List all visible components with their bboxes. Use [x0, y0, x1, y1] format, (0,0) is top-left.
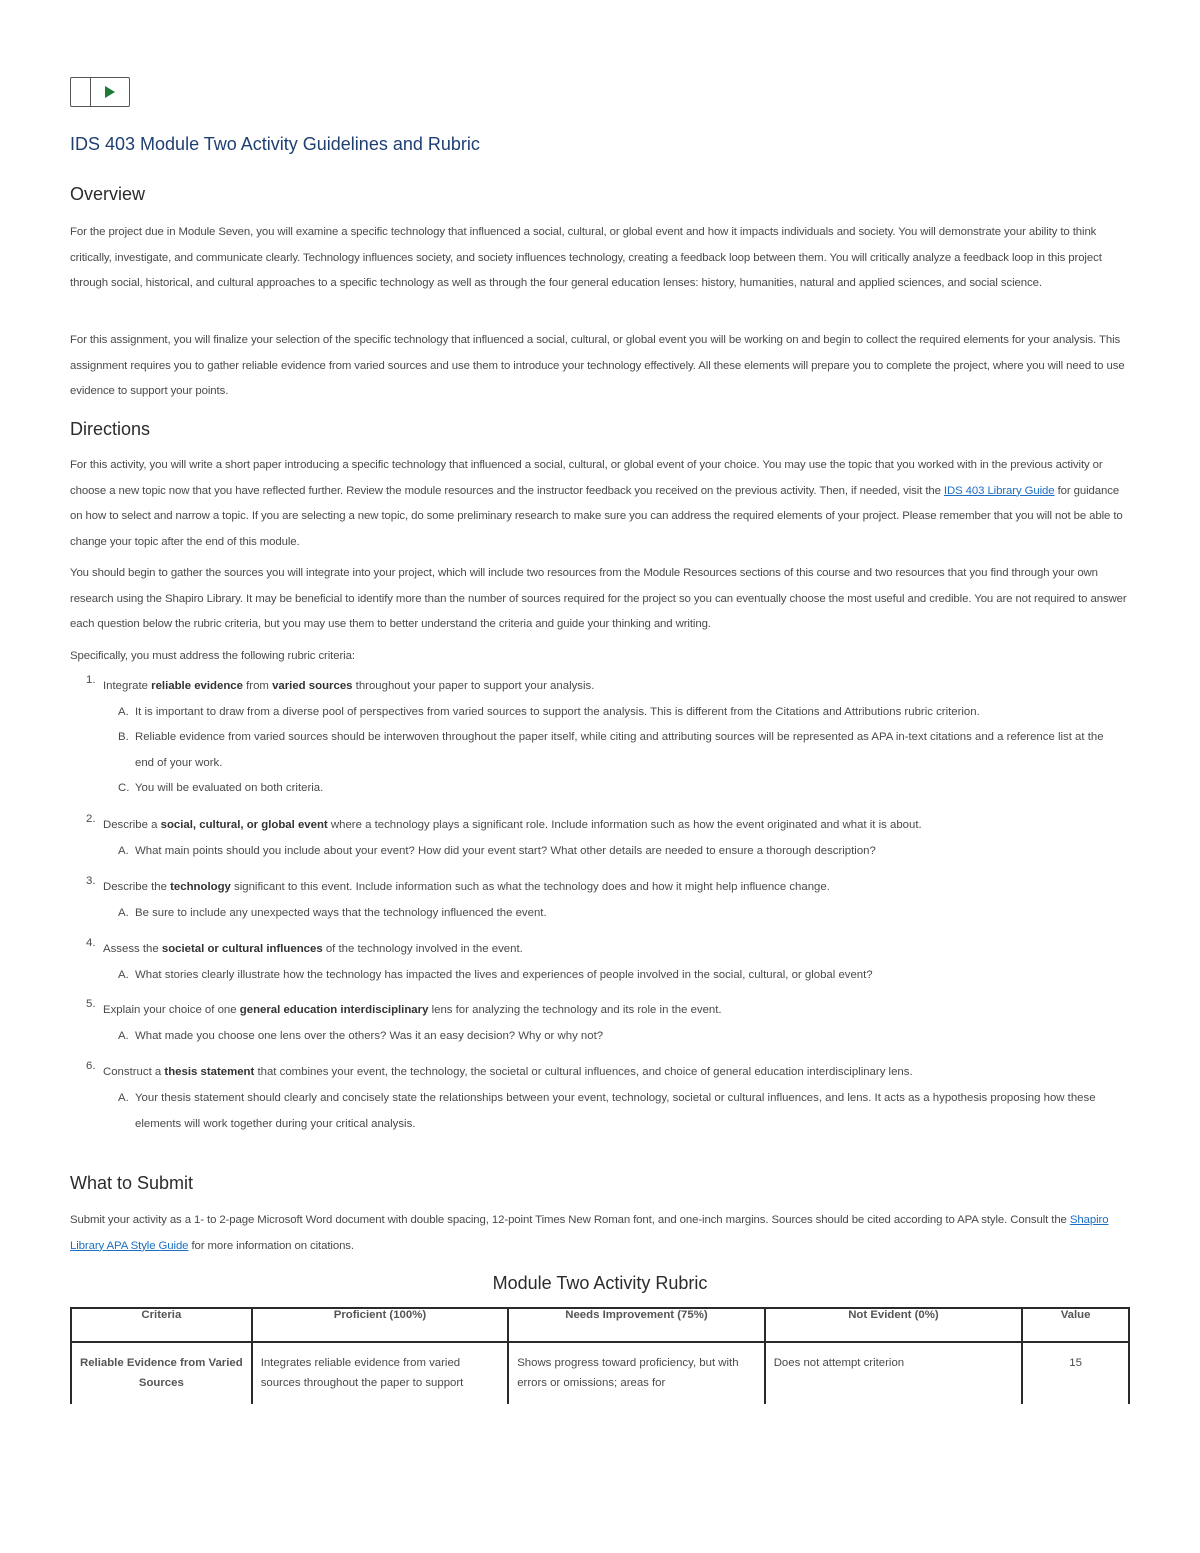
- rubric-table: [70, 1307, 1130, 1404]
- table-row: [71, 1342, 1129, 1404]
- header-proficient: Proficient (100%): [252, 1308, 509, 1342]
- header-not-evident: Not Evident (0%): [765, 1308, 1022, 1342]
- overview-heading: Overview: [70, 184, 146, 204]
- rubric-title: Module Two Activity Rubric: [492, 1273, 708, 1293]
- directions-heading: Directions: [70, 419, 151, 439]
- header-needs-improvement: Needs Improvement (75%): [508, 1308, 765, 1342]
- submit-paragraph: Submit your activity as a 1- to 2-page Microsoft Word document with double spacing, 12-point Times New Roman font, and one-inch margins. Sources should be cited according to APA style. Consult the Shapiro Library APA Style Guide for more information on citations.: [70, 1214, 1109, 1252]
- cell-needs-improvement: Shows progress toward proficiency, but with errors or omissions; areas for: [508, 1342, 765, 1404]
- cell-value: 15: [1022, 1342, 1129, 1404]
- play-button[interactable]: [91, 78, 129, 106]
- play-icon: [105, 86, 115, 98]
- directions-paragraph-2: You should begin to gather the sources you will integrate into your project, which will include two resources from the Module Resources sections of this course and two resources that you find through your own research using the Shapiro Library. It may be beneficial to identify more than the number of sources required for the project so you can eventually choose the most useful and credible. You are not required to answer each question below the rubric criteria, but you may use them to better understand the criteria and guide your thinking and writing.: [70, 567, 1127, 631]
- rubric-header-row: [71, 1308, 1129, 1342]
- overview-paragraph-2: For this assignment, you will finalize your selection of the specific technology that influenced a social, cultural, or global event you will be working on and begin to collect the required elements for your analysis. This assignment requires you to gather reliable evidence from varied sources and use them to introduce your technology effectively. All these elements will prepare you to complete the project, where you will need to use evidence to support your points.: [70, 334, 1125, 398]
- directions-paragraph-1: For this activity, you will write a short paper introducing a specific technology that influenced a social, cultural, or global event of your choice. You may use the topic that you worked with in the previous activity or choose a new topic now that you have reflected further. Review the module resources and the instructor feedback you received on the previous activity. Then, if needed, visit the IDS 403 Library Guide for guidance on how to select and narrow a topic. If you are selecting a new topic, do some preliminary research to make sure you can address the required elements of your project. Please remember that you will not be able to change your topic after the end of this module.: [70, 459, 1123, 549]
- header-value: Value: [1022, 1308, 1129, 1342]
- overview-paragraph-1: For the project due in Module Seven, you will examine a specific technology that influenced a social, cultural, or global event and how it impacts individuals and society. You will demonstrate your ability to think critically, investigate, and communicate clearly. Technology influences society, and society influences technology, creating a feedback loop between them. You will critically analyze a feedback loop in this project through social, historical, and cultural approaches to a specific technology as well as through the four general education lenses: history, humanities, natural and applied sciences, and social science.: [70, 226, 1102, 290]
- toolbar-sidebar-toggle[interactable]: [71, 78, 91, 106]
- document-title: IDS 403 Module Two Activity Guidelines and Rubric: [70, 134, 480, 154]
- what-to-submit-heading: What to Submit: [70, 1173, 194, 1193]
- apa-style-guide-link[interactable]: Shapiro Library APA Style Guide: [70, 1214, 1109, 1252]
- cell-not-evident: Does not attempt criterion: [765, 1342, 1022, 1404]
- directions-paragraph-3: Specifically, you must address the following rubric criteria:: [70, 650, 355, 662]
- library-guide-link[interactable]: IDS 403 Library Guide: [943, 484, 1055, 497]
- cell-criteria: Reliable Evidence from Varied Sources: [71, 1342, 252, 1404]
- header-criteria: Criteria: [71, 1308, 252, 1342]
- media-toolbar: [70, 77, 130, 107]
- cell-proficient: Integrates reliable evidence from varied sources throughout the paper to support: [252, 1342, 509, 1404]
